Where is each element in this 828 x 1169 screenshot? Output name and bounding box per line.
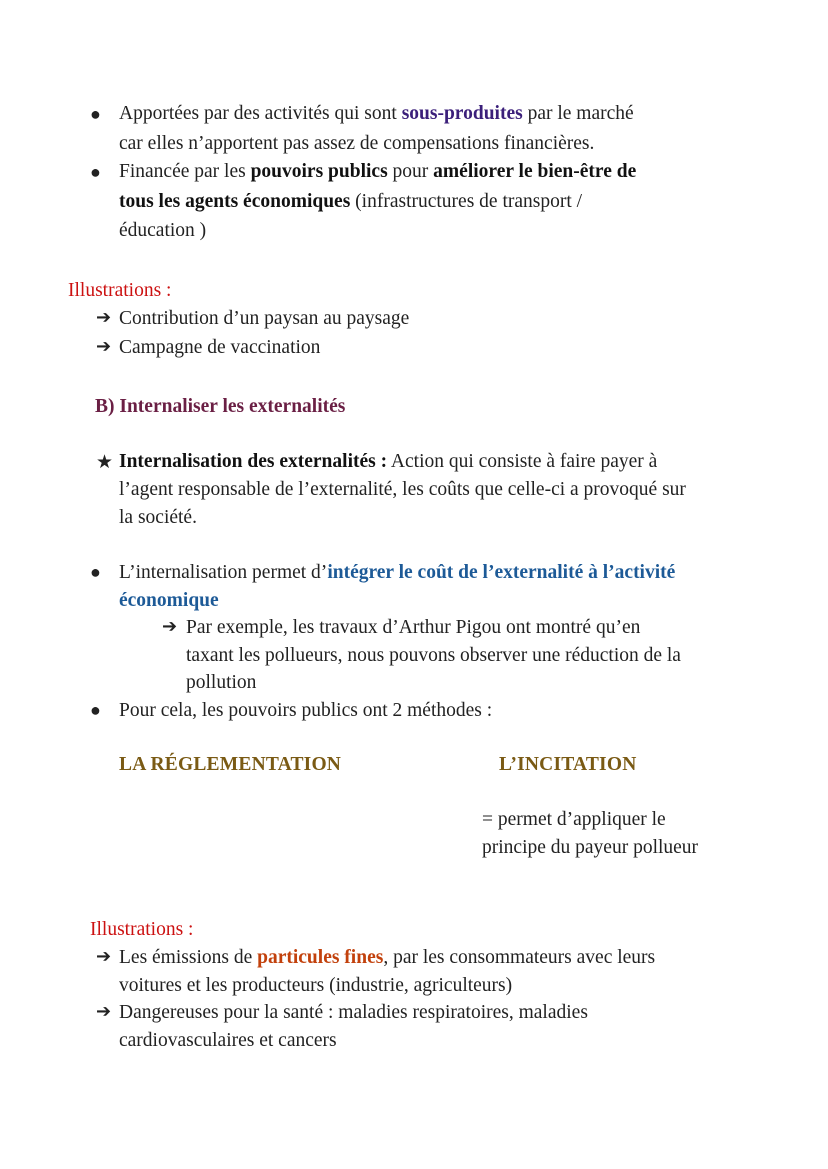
paragraph-line: [119, 158, 636, 186]
paragraph-line: taxant les pollueurs, nous pouvons observer une réduction de la: [186, 645, 681, 666]
text-span: L’internalisation permet d’: [119, 562, 328, 583]
arrow-right-icon: ➔: [96, 307, 112, 328]
paragraph-line: pollution: [186, 672, 257, 693]
method-title-incitation: L’INCITATION: [499, 754, 637, 775]
text-span: Les émissions de: [119, 947, 258, 968]
list-item: Campagne de vaccination: [119, 337, 321, 358]
paragraph-line: Pour cela, les pouvoirs publics ont 2 méthodes :: [119, 700, 493, 721]
method-description: = permet d’appliquer le: [482, 809, 666, 830]
bold-term: améliorer le bien-être de: [433, 161, 637, 182]
illustrations-heading: Illustrations :: [90, 919, 194, 940]
arrow-right-icon: ➔: [162, 616, 178, 637]
method-description: principe du payeur pollueur: [482, 837, 699, 858]
text-span: pour: [387, 161, 434, 182]
bullet-icon: ●: [90, 104, 101, 124]
star-icon: ★: [96, 451, 114, 473]
bold-term: pouvoirs publics: [250, 161, 388, 182]
arrow-right-icon: ➔: [96, 336, 112, 357]
arrow-right-icon: ➔: [96, 1001, 112, 1022]
highlight-term: intégrer le coût de l’externalité à l’activité: [327, 562, 676, 583]
paragraph-line: [119, 559, 675, 587]
illustrations-heading: Illustrations :: [68, 280, 172, 301]
paragraph-line: la société.: [119, 507, 197, 528]
arrow-right-icon: ➔: [96, 946, 112, 967]
list-item: Dangereuses pour la santé : maladies respiratoires, maladies: [119, 1002, 588, 1023]
list-item-continuation: cardiovasculaires et cancers: [119, 1030, 337, 1051]
text-span: éducation ): [119, 220, 207, 241]
text-span: Financée par les: [119, 161, 251, 182]
bullet-icon: ●: [90, 162, 101, 182]
highlight-term: particules fines: [257, 947, 384, 968]
bullet-icon: ●: [90, 700, 101, 720]
bold-term: tous les agents économiques: [119, 191, 351, 212]
definition-term: Internalisation des externalités :: [119, 451, 388, 472]
text-span: (infrastructures de transport /: [350, 191, 583, 212]
paragraph-line: [119, 448, 657, 476]
paragraph-line: l’agent responsable de l’externalité, les coûts que celle-ci a provoqué sur: [119, 479, 686, 500]
highlight-term: économique: [119, 590, 219, 611]
list-item: [119, 944, 655, 972]
text-span: , par les consommateurs avec leurs: [383, 947, 656, 968]
section-title: B) Internaliser les externalités: [95, 396, 346, 417]
paragraph-line: [119, 100, 634, 128]
text-span: car elles n’apportent pas assez de compensations financières.: [119, 133, 595, 154]
bold-term: sous-produites: [401, 103, 523, 124]
method-title-reglementation: LA RÉGLEMENTATION: [119, 754, 342, 775]
paragraph-line: [119, 217, 206, 245]
bullet-icon: ●: [90, 562, 101, 582]
text-span: Apportées par des activités qui sont: [119, 103, 402, 124]
text-span: Action qui consiste à faire payer à: [387, 451, 658, 472]
text-span: par le marché: [522, 103, 634, 124]
paragraph-line: Par exemple, les travaux d’Arthur Pigou ont montré qu’en: [186, 617, 641, 638]
paragraph-line: [119, 188, 582, 216]
list-item-continuation: voitures et les producteurs (industrie, agriculteurs): [119, 975, 513, 996]
list-item: Contribution d’un paysan au paysage: [119, 308, 410, 329]
paragraph-line: [119, 130, 594, 158]
